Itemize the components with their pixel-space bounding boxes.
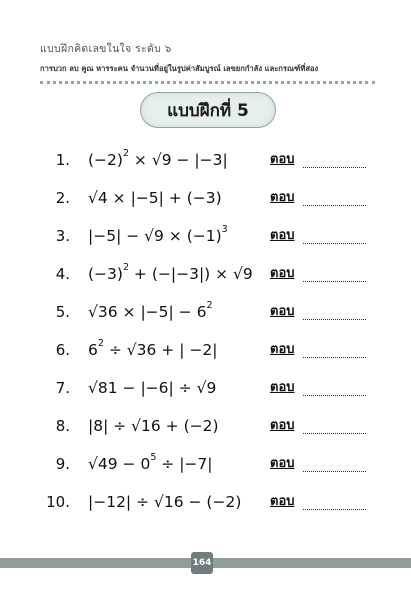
- answer-line[interactable]: [303, 318, 366, 320]
- dotted-divider: [40, 81, 375, 85]
- answer-label: ตอบ: [270, 304, 295, 319]
- answer-line[interactable]: [303, 242, 366, 244]
- problem-number: 1.: [55, 151, 70, 169]
- problem-expression: $|-5| - √9 \times (-1)^3$: [88, 223, 228, 245]
- answer-line[interactable]: [303, 508, 366, 510]
- answer-label: ตอบ: [270, 380, 295, 395]
- answer-line[interactable]: [303, 204, 366, 206]
- problem-number: 4.: [55, 265, 70, 283]
- page-header: [40, 40, 380, 85]
- problem-row: [0, 140, 411, 180]
- problem-row: [0, 482, 411, 522]
- problem-expression: $√36 \times |-5| - 6^2$: [88, 299, 213, 321]
- exercise-title-badge: [140, 92, 276, 128]
- answer-line[interactable]: [303, 280, 366, 282]
- problem-expression: √4 × |−5| + (−3): [88, 189, 222, 207]
- problem-expression: |−12| ÷ √16 − (−2): [88, 493, 242, 511]
- answer-line[interactable]: [303, 166, 366, 168]
- problem-number: 5.: [55, 303, 70, 321]
- problem-row: [0, 444, 411, 484]
- answer-line[interactable]: [303, 394, 366, 396]
- problem-row: [0, 330, 411, 370]
- problem-row: [0, 292, 411, 332]
- problem-number: 7.: [55, 379, 70, 397]
- problem-number: 2.: [55, 189, 70, 207]
- problem-expression: $6^2 \div √36$ + | −2|: [88, 337, 218, 359]
- problem-number: 10.: [46, 493, 70, 511]
- problem-number: 8.: [55, 417, 70, 435]
- answer-label: ตอบ: [270, 456, 295, 471]
- problem-number: 9.: [55, 455, 70, 473]
- answer-label: ตอบ: [270, 494, 295, 509]
- problem-number: 3.: [55, 227, 70, 245]
- problem-row: [0, 406, 411, 446]
- problem-row: [0, 178, 411, 218]
- problem-expression: √81 − |−6| ÷ √9: [88, 379, 217, 397]
- answer-line[interactable]: [303, 432, 366, 434]
- problem-row: [0, 368, 411, 408]
- answer-label: ตอบ: [270, 418, 295, 433]
- page-number: 164: [191, 552, 213, 574]
- answer-label: ตอบ: [270, 152, 295, 167]
- answer-label: ตอบ: [270, 266, 295, 281]
- problem-number: 6.: [55, 341, 70, 359]
- problem-expression: $(-3)^2 + (-|-3|) \times √9$: [88, 261, 253, 283]
- problem-expression: $(-2)^2 \times √9 - |-3|$: [88, 147, 228, 169]
- answer-label: ตอบ: [270, 342, 295, 357]
- book-subtitle: การบวก ลบ คูณ หารระคน จำนวนที่อยู่ในรูปค่าสัมบูรณ์ เลขยกกำลัง และกรณฑ์ที่สอง: [40, 64, 319, 73]
- answer-label: ตอบ: [270, 228, 295, 243]
- answer-line[interactable]: [303, 356, 366, 358]
- exercise-title: แบบฝึกที่ 5: [167, 100, 249, 121]
- answer-line[interactable]: [303, 470, 366, 472]
- answer-label: ตอบ: [270, 190, 295, 205]
- problem-expression: |8| ÷ √16 + (−2): [88, 417, 219, 435]
- problem-row: [0, 216, 411, 256]
- book-title: แบบฝึกคิดเลขในใจ ระดับ ๖: [40, 43, 172, 55]
- problem-row: [0, 254, 411, 294]
- problem-expression: $√49 - 0^5 \div |-7|$: [88, 451, 213, 473]
